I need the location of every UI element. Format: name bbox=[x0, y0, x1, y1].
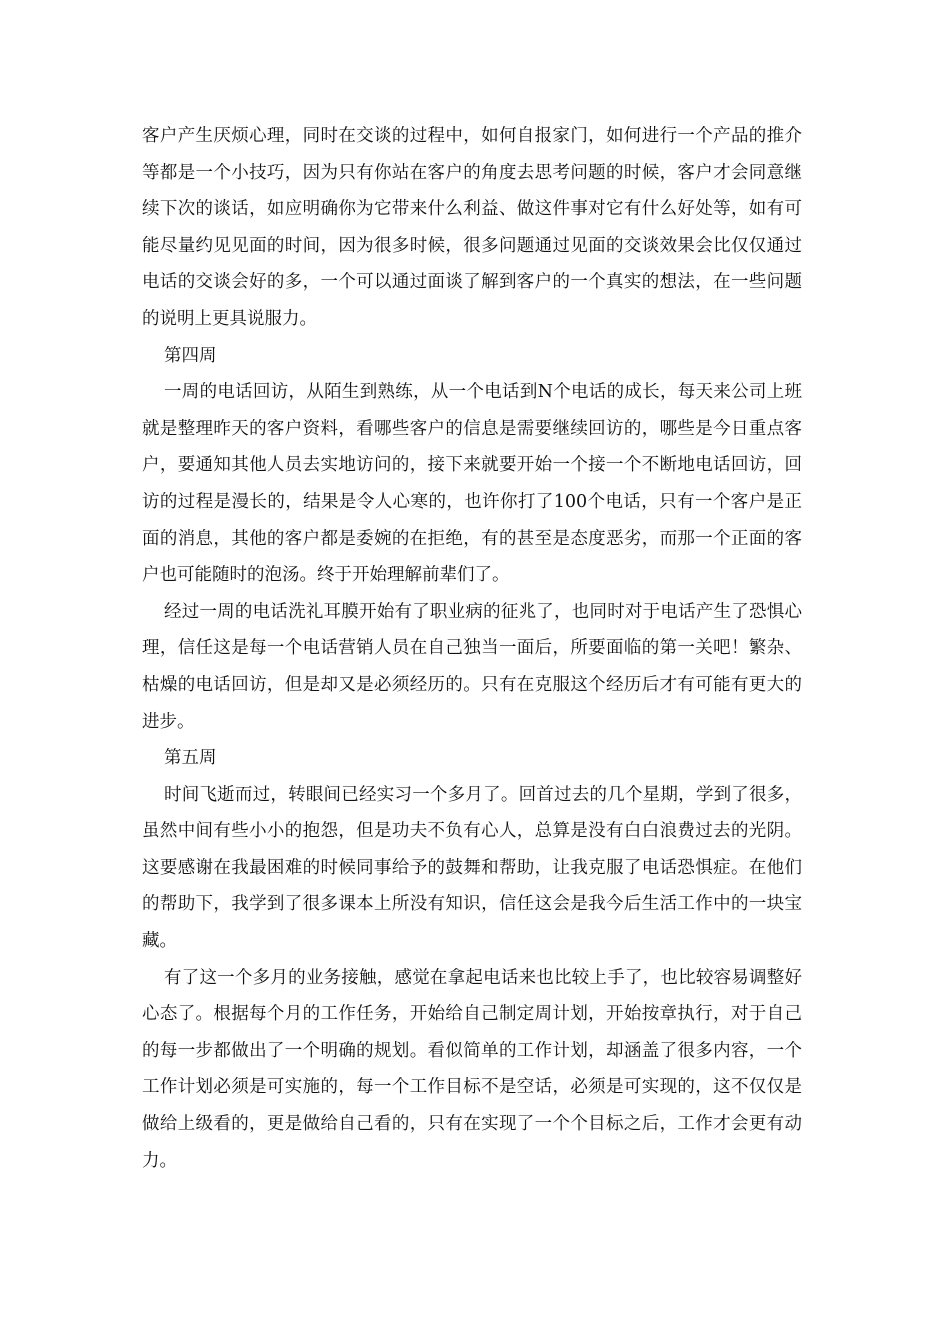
document-page bbox=[142, 118, 802, 1179]
section-heading-week-4: 第四周 bbox=[164, 345, 217, 366]
paragraph-continued: 客户产生厌烦心理，同时在交谈的过程中，如何自报家门，如何进行一个产品的推介等都是一个小技巧，因为只有你站在客户的角度去思考问题的时候，客户才会同意继续下次的谈话，如应明确你为它带来什么利益、做这件事对它有什么好处等，如有可能尽量约见见面的时间，因为很多时候，很多问题通过见面的交谈效果会比仅仅通过电话的交谈会好的多，一个可以通过面谈了解到客户的一个真实的想法，在一些问题的说明上更具说服力。 bbox=[142, 126, 802, 329]
paragraph-week-5-reflection: 时间飞逝而过，转眼间已经实习一个多月了。回首过去的几个星期，学到了很多，虽然中间有些小小的抱怨，但是功夫不负有心人，总算是没有白白浪费过去的光阴。这要感谢在我最困难的时候同事给予的鼓舞和帮助，让我克服了电话恐惧症。在他们的帮助下，我学到了很多课本上所没有知识，信任这会是我今后生活工作中的一块宝藏。 bbox=[142, 784, 802, 952]
paragraph-week-5-planning: 有了这一个多月的业务接触，感觉在拿起电话来也比较上手了，也比较容易调整好心态了。根据每个月的工作任务，开始给自己制定周计划，开始按章执行，对于自己的每一步都做出了一个明确的规划。看似简单的工作计划，却涵盖了很多内容，一个工作计划必须是可实施的，每一个工作目标不是空话，必须是可实现的，这不仅仅是做给上级看的，更是做给自己看的，只有在实现了一个个目标之后，工作才会更有动力。 bbox=[142, 967, 802, 1171]
section-heading-week-5: 第五周 bbox=[164, 748, 217, 769]
paragraph-week-4-phone-followup: 一周的电话回访，从陌生到熟练，从一个电话到N个电话的成长，每天来公司上班就是整理昨天的客户资料，看哪些客户的信息是需要继续回访的，哪些是今日重点客户，要通知其他人员去实地访问的，接下来就要开始一个接一个不断地电话回访，回访的过程是漫长的，结果是令人心寒的，也许你打了100个电话，只有一个客户是正面的消息，其他的客户都是委婉的在拒绝，有的甚至是态度恶劣，而那一个正面的客户也可能随时的泡汤。终于开始理解前辈们了。 bbox=[142, 382, 802, 586]
paragraph-week-4-phone-fear: 经过一周的电话洗礼耳膜开始有了职业病的征兆了，也同时对于电话产生了恐惧心理，信任这是每一个电话营销人员在自己独当一面后，所要面临的第一关吧！繁杂、枯燥的电话回访，但是却又是必须经历的。只有在克服这个经历后才有可能有更大的进步。 bbox=[142, 601, 802, 732]
